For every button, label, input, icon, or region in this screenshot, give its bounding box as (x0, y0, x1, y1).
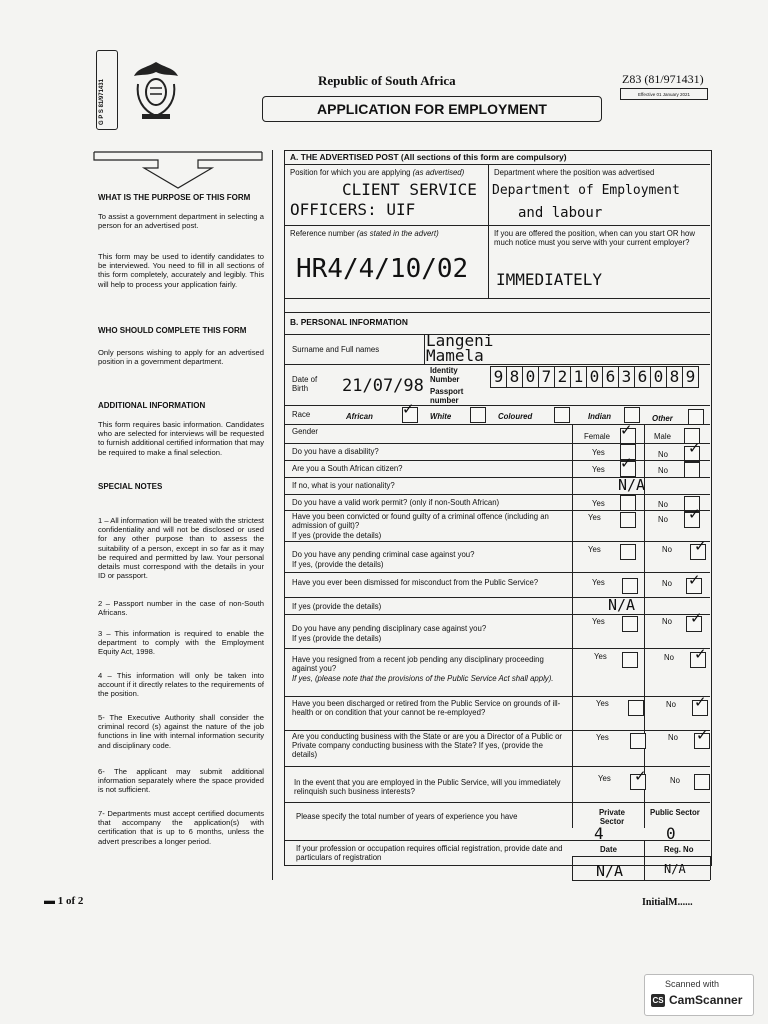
identity-digit-box[interactable]: 0 (522, 366, 539, 388)
disability-question: Do you have a disability? (292, 447, 379, 456)
identity-digit-box[interactable]: 0 (650, 366, 667, 388)
relinquish-yes-tick-icon: ✓ (634, 768, 647, 785)
form-number: Z83 (81/971431) (622, 72, 704, 86)
identity-digit-box[interactable]: 2 (554, 366, 571, 388)
disability-no-tick-icon: ✓ (688, 440, 701, 457)
pending-no-label: No (662, 545, 672, 554)
race-indian-checkbox[interactable] (624, 407, 640, 423)
position-label: Position for which you are applying (as advertised) (290, 168, 465, 177)
identity-digit-box[interactable]: 8 (666, 366, 683, 388)
note-6: 6- The applicant may submit additional information separately where the space provided is not sufficient. (98, 767, 264, 795)
race-label: Race (292, 410, 311, 419)
race-white-checkbox[interactable] (470, 407, 486, 423)
purpose-text-1: To assist a government department in selecting a person for an advertised post. (98, 212, 264, 231)
race-african-tick-icon: ✓ (402, 401, 415, 418)
resigned-no-label: No (664, 653, 674, 662)
note-5: 5- The Executive Authority shall consider the criminal record (s) against the nature of the job functions in line with internal information security and disciplinary code. (98, 713, 264, 750)
regno-label: Reg. No (664, 845, 694, 854)
resigned-note: If yes, (please note that the provisions of the Public Service Act shall apply). (292, 674, 554, 683)
identity-digit-box[interactable]: 6 (602, 366, 619, 388)
citizen-no-label: No (658, 466, 668, 475)
relinquish-question: In the event that you are employed in the Public Service, will you immediately relinquish such business interests? (294, 778, 561, 796)
page-number-icon: ▬ (44, 895, 58, 907)
note-4: 4 – This information will only be taken into account if it directly relates to the requirements of the position. (98, 671, 264, 699)
coat-of-arms-icon (132, 58, 180, 122)
race-other-label: Other (652, 414, 673, 423)
purpose-heading: WHAT IS THE PURPOSE OF THIS FORM (98, 193, 251, 202)
position-value-1[interactable]: CLIENT SERVICE (342, 180, 477, 199)
disciplinary-yes-label: Yes (592, 617, 605, 626)
permit-no-label: No (658, 500, 668, 509)
date-label: Date (600, 845, 617, 854)
business-no-label: No (668, 733, 678, 742)
dismissed-question: Have you ever been dismissed for misconduct from the Public Service? (292, 578, 539, 587)
permit-yes-label: Yes (592, 499, 605, 508)
notice-value[interactable]: IMMEDIATELY (496, 270, 602, 289)
dismissed-yes-label: Yes (592, 578, 605, 587)
nationality-question: If no, what is your nationality? (292, 481, 395, 490)
department-label: Department where the position was advertised (494, 168, 655, 177)
dismissed-yes-checkbox[interactable] (622, 578, 638, 594)
criminal-no-tick-icon: ✓ (688, 506, 701, 523)
criminal-no-label: No (658, 515, 668, 524)
pending-details-label: If yes, (provide the details) (292, 560, 384, 569)
reference-value[interactable]: HR4/4/10/02 (296, 254, 469, 284)
criminal-yes-label: Yes (588, 513, 601, 522)
citizen-yes-label: Yes (592, 465, 605, 474)
disciplinary-no-tick-icon: ✓ (690, 610, 703, 627)
pending-yes-checkbox[interactable] (620, 544, 636, 560)
effective-date: Effective 01 January 2021 (620, 88, 708, 100)
identity-digit-box[interactable]: 0 (586, 366, 603, 388)
who-text: Only persons wishing to apply for an advertised position in a government department. (98, 348, 264, 367)
race-african-label: African (346, 412, 373, 421)
dismissed-no-tick-icon: ✓ (688, 572, 701, 589)
passport-label: Passport number (430, 387, 464, 405)
business-yes-checkbox[interactable] (630, 733, 646, 749)
form-title: APPLICATION FOR EMPLOYMENT (262, 96, 602, 122)
note-1: 1 – All information will be treated with the strictest confidentiality and will not be disclosed or used for any other purpose than to assess the suitability of a person, except in so far as it may be required and permitted by law. Your personal details must correspond with the details in your ID or passport. (98, 516, 264, 581)
section-a-heading: A. THE ADVERTISED POST (All sections of this form are compulsory) (290, 152, 567, 162)
male-label: Male (654, 432, 671, 441)
gender-label: Gender (292, 427, 319, 436)
citizen-no-checkbox[interactable] (684, 462, 700, 478)
disciplinary-details-label: If yes (provide the details) (292, 634, 382, 643)
disability-yes-label: Yes (592, 448, 605, 457)
discharged-no-label: No (666, 700, 676, 709)
notice-label: If you are offered the position, when can you start OR how much notice must you serve with your current employer? (494, 229, 695, 247)
permit-question: Do you have a valid work permit? (only if non-South African) (292, 498, 500, 507)
registration-question: If your profession or occupation requires official registration, provide date and particulars of registration (296, 844, 563, 862)
race-white-label: White (430, 412, 452, 421)
note-2: 2 – Passport number in the case of non-South Africans. (98, 599, 264, 618)
discharged-question: Have you been discharged or retired from the Public Service on grounds of ill-health or on condition that your cannot be re-employed? (292, 699, 561, 717)
additional-heading: ADDITIONAL INFORMATION (98, 401, 206, 410)
down-arrow-icon (92, 150, 264, 190)
registration-regno-value[interactable]: N/A (664, 862, 686, 876)
dob-value[interactable]: 21/07/98 (342, 376, 424, 396)
initial-field[interactable]: InitialM...... (642, 897, 693, 908)
fullname-value[interactable]: Mamela (426, 346, 484, 365)
public-sector-value[interactable]: 0 (666, 824, 676, 843)
race-other-checkbox[interactable] (688, 409, 704, 425)
special-heading: SPECIAL NOTES (98, 482, 163, 491)
female-tick-icon: ✓ (620, 422, 633, 439)
experience-question: Please specify the total number of years of experience you have (296, 812, 518, 821)
discharged-no-tick-icon: ✓ (694, 694, 707, 711)
dismissed-details-label: If yes (provide the details) (292, 602, 382, 611)
business-yes-label: Yes (596, 733, 609, 742)
public-sector-label: Public Sector (650, 808, 700, 817)
identity-digit-box[interactable]: 9 (490, 366, 507, 388)
pending-no-tick-icon: ✓ (694, 538, 707, 555)
business-question: Are you conducting business with the State or are you a Director of a Public or Private company conducting business with the State? If yes, (provide the details) (292, 732, 563, 759)
country-title: Republic of South Africa (318, 73, 456, 88)
relinquish-yes-label: Yes (598, 774, 611, 783)
resigned-yes-label: Yes (594, 652, 607, 661)
criminal-question: Have you been convicted or found guilty of a criminal offence (including an admission of guilt)? (292, 512, 549, 530)
position-value-2[interactable]: OFFICERS: UIF (290, 200, 416, 219)
camscanner-watermark: Scanned with CS CamScanner (644, 974, 754, 1016)
citizen-question: Are you a South African citizen? (292, 464, 403, 473)
disability-no-label: No (658, 450, 668, 459)
note-3: 3 – This information is required to enable the department to comply with the Employment Equity Act, 1998. (98, 629, 264, 657)
disciplinary-yes-checkbox[interactable] (622, 616, 638, 632)
race-coloured-label: Coloured (498, 412, 533, 421)
identity-digit-box[interactable]: 6 (634, 366, 651, 388)
note-7: 7- Departments must accept certified documents that accompany the application(s) with certification that is up to 6 months, unless the advert prescribes a longer period. (98, 809, 264, 846)
race-coloured-checkbox[interactable] (554, 407, 570, 423)
resigned-question: Have you resigned from a recent job pending any disciplinary proceeding against you? (292, 655, 544, 673)
relinquish-no-label: No (670, 776, 680, 785)
surname-value[interactable]: Langeni (426, 331, 494, 350)
permit-yes-checkbox[interactable] (620, 495, 636, 511)
identity-digit-box[interactable]: 1 (570, 366, 587, 388)
identity-digit-box[interactable]: 3 (618, 366, 635, 388)
identity-digit-box[interactable]: 8 (506, 366, 523, 388)
who-heading: WHO SHOULD COMPLETE THIS FORM (98, 326, 247, 335)
additional-text: This form requires basic information. Candidates who are selected for interviews will be requested to furnish additional certified information that may be required to make a final selection. (98, 420, 264, 457)
female-label: Female (584, 432, 610, 441)
reference-label: Reference number (as stated in the advert) (290, 229, 439, 238)
department-value-1[interactable]: Department of Employment (492, 183, 680, 198)
nationality-value[interactable]: N/A (618, 476, 646, 494)
pending-question: Do you have any pending criminal case against you? (292, 550, 475, 559)
citizen-yes-tick-icon: ✓ (620, 455, 633, 472)
criminal-yes-checkbox[interactable] (620, 512, 636, 528)
resigned-yes-checkbox[interactable] (622, 652, 638, 668)
business-no-tick-icon: ✓ (696, 727, 709, 744)
dismissed-no-label: No (662, 579, 672, 588)
page-number: ▬ 1 of 2 (44, 895, 84, 907)
private-sector-value[interactable]: 4 (594, 824, 604, 843)
identity-digit-box[interactable]: 9 (682, 366, 699, 388)
identity-digit-box[interactable]: 7 (538, 366, 555, 388)
dob-label: Date of Birth (292, 375, 318, 393)
dismissed-details-value[interactable]: N/A (608, 596, 636, 614)
gps-stamp: G P S 81/971431 (96, 50, 118, 130)
discharged-yes-label: Yes (596, 699, 609, 708)
race-indian-label: Indian (588, 412, 611, 421)
relinquish-no-checkbox[interactable] (694, 774, 710, 790)
section-b-heading: B. PERSONAL INFORMATION (290, 317, 408, 327)
purpose-text-2: This form may be used to identify candidates to be interviewed. You need to fill in all sections of this form completely, accurately and legibly. This will help to process your application fairly. (98, 252, 264, 289)
disciplinary-no-label: No (662, 617, 672, 626)
pending-yes-label: Yes (588, 545, 601, 554)
registration-date-value[interactable]: N/A (596, 862, 624, 880)
criminal-details-label: If yes (provide the details) (292, 531, 382, 540)
department-value-2[interactable]: and labour (518, 205, 603, 221)
discharged-yes-checkbox[interactable] (628, 700, 644, 716)
private-sector-label: Private Sector (598, 808, 625, 826)
surname-label: Surname and Full names (292, 345, 380, 354)
resigned-no-tick-icon: ✓ (694, 646, 707, 663)
identity-label: Identity Number (430, 366, 460, 384)
disciplinary-question: Do you have any pending disciplinary case against you? (292, 624, 487, 633)
camscanner-logo-icon: CS (652, 996, 664, 1005)
